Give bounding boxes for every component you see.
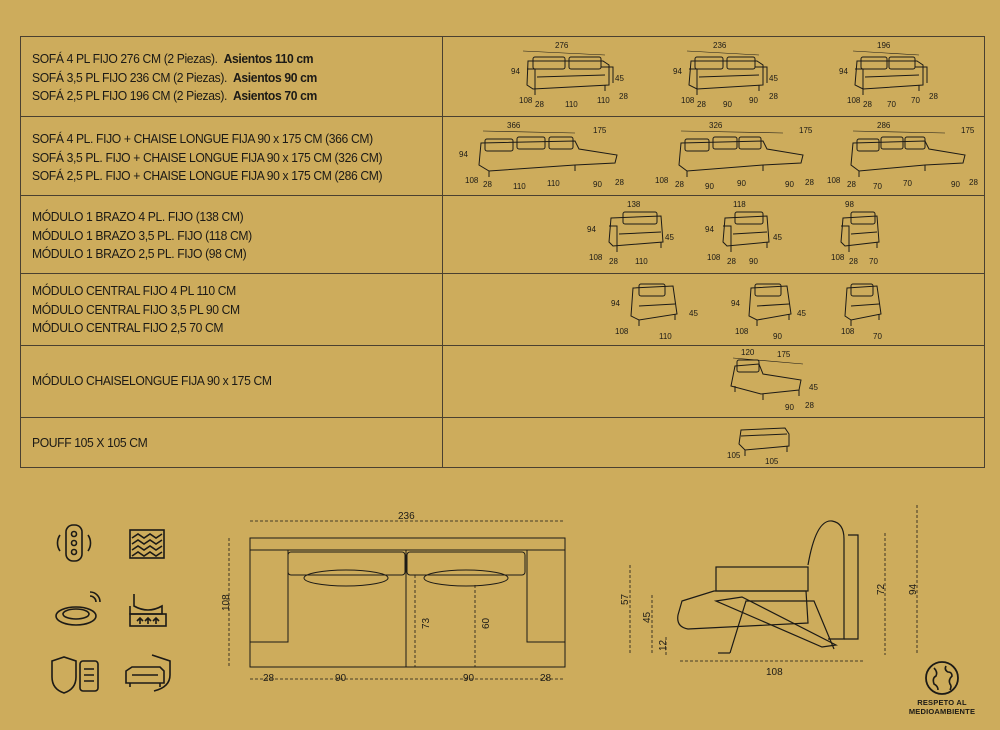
dim-label: 276 bbox=[555, 41, 569, 50]
dim-label: 28 bbox=[609, 257, 618, 266]
dim-label: 28 bbox=[769, 92, 778, 101]
dim-label: 70 bbox=[887, 100, 896, 109]
arm-module-thumbnail bbox=[691, 198, 791, 272]
table-row bbox=[21, 117, 984, 196]
sofa-shield-icon bbox=[122, 653, 174, 693]
dim-label: 90 bbox=[749, 96, 758, 105]
dim-label: 236 bbox=[713, 41, 727, 50]
dim-label: 90 bbox=[951, 180, 960, 189]
row-text bbox=[32, 130, 382, 186]
dim-label: 12 bbox=[658, 639, 669, 651]
dim-label: 108 bbox=[615, 327, 629, 336]
row-text bbox=[32, 434, 147, 453]
dim-label: 28 bbox=[535, 100, 544, 109]
eco-badge bbox=[906, 660, 978, 716]
row-line: MÓDULO CENTRAL FIJO 3,5 PL 90 CM bbox=[32, 301, 240, 317]
globe-icon bbox=[924, 660, 960, 696]
row-text bbox=[32, 208, 252, 264]
row-line: POUFF 105 X 105 CM bbox=[32, 435, 148, 450]
dim-label: 108 bbox=[681, 96, 695, 105]
seat-size: Asientos 90 cm bbox=[233, 69, 317, 85]
row-line: MÓDULO CENTRAL FIJO 4 PL 110 CM bbox=[32, 283, 236, 298]
dim-label: 118 bbox=[733, 200, 746, 209]
dim-label: 108 bbox=[847, 96, 861, 105]
dim-label: 94 bbox=[459, 150, 468, 159]
dim-label: 108 bbox=[221, 594, 232, 611]
row-thumbnails bbox=[443, 37, 984, 116]
dim-label: 72 bbox=[876, 583, 887, 595]
dim-label: 94 bbox=[511, 67, 520, 76]
dim-label: 90 bbox=[785, 180, 794, 189]
dim-label: 138 bbox=[627, 200, 641, 209]
row-line: SOFÁ 2,5 PL FIJO 196 CM (2 Piezas). bbox=[32, 88, 228, 103]
dim-label: 110 bbox=[565, 100, 578, 109]
dim-label: 108 bbox=[831, 253, 845, 262]
dim-label: 28 bbox=[675, 180, 684, 189]
dim-label: 45 bbox=[615, 74, 624, 83]
spec-table bbox=[20, 36, 985, 468]
dim-label: 28 bbox=[805, 178, 814, 187]
dim-label: 175 bbox=[593, 126, 607, 135]
dim-label: 286 bbox=[877, 121, 891, 130]
row-line: SOFÁ 3,5 PL FIJO 236 CM (2 Piezas). bbox=[32, 69, 228, 85]
row-text bbox=[32, 372, 272, 391]
dim-label: 45 bbox=[809, 383, 818, 392]
row-line: SOFÁ 4 PL. FIJO + CHAISE LONGUE FIJA 90 x 175 CM (366 CM) bbox=[32, 131, 373, 146]
table-row bbox=[21, 37, 984, 117]
dim-label: 70 bbox=[911, 96, 920, 105]
dim-label: 105 bbox=[727, 451, 741, 460]
dim-label: 108 bbox=[766, 667, 783, 678]
sofa-thumbnail bbox=[653, 39, 793, 115]
row-line: MÓDULO CENTRAL FIJO 2,5 70 CM bbox=[32, 320, 224, 335]
seat-size: Asientos 110 cm bbox=[223, 51, 314, 66]
dim-label: 45 bbox=[642, 611, 653, 623]
plan-view-diagram bbox=[215, 505, 585, 690]
dim-label: 28 bbox=[483, 180, 492, 189]
dim-label: 90 bbox=[737, 179, 746, 188]
dim-label: 98 bbox=[845, 200, 854, 209]
row-text bbox=[32, 282, 240, 338]
row-line: MÓDULO 1 BRAZO 3,5 PL. FIJO (118 CM) bbox=[32, 227, 252, 243]
dim-label: 236 bbox=[398, 511, 415, 522]
central-module-thumbnail bbox=[711, 276, 821, 344]
table-row bbox=[21, 196, 984, 274]
dim-label: 45 bbox=[797, 309, 806, 318]
dim-label: 70 bbox=[873, 182, 882, 191]
dim-label: 57 bbox=[620, 593, 631, 605]
dim-label: 90 bbox=[705, 182, 714, 191]
dim-label: 90 bbox=[593, 180, 602, 189]
chaise-sofa-thumbnail bbox=[455, 119, 635, 194]
dim-label: 28 bbox=[697, 100, 706, 109]
dim-label: 108 bbox=[827, 176, 841, 185]
dim-label: 110 bbox=[513, 182, 526, 191]
dim-label: 110 bbox=[597, 96, 610, 105]
table-row bbox=[21, 274, 984, 346]
dim-label: 45 bbox=[773, 233, 782, 242]
dim-label: 70 bbox=[873, 332, 882, 341]
dim-label: 28 bbox=[863, 100, 872, 109]
dim-label: 196 bbox=[877, 41, 891, 50]
row-thumbnails bbox=[443, 274, 984, 345]
dim-label: 94 bbox=[839, 67, 848, 76]
dim-label: 28 bbox=[849, 257, 858, 266]
arm-module-thumbnail bbox=[809, 198, 909, 272]
dim-label: 94 bbox=[673, 67, 682, 76]
table-row bbox=[21, 346, 984, 418]
sofa-thumbnail bbox=[823, 39, 953, 115]
row-thumbnails bbox=[443, 418, 984, 468]
dim-label: 28 bbox=[540, 673, 552, 684]
row-line: MÓDULO 1 BRAZO 2,5 PL. FIJO (98 CM) bbox=[32, 246, 247, 261]
dim-label: 326 bbox=[709, 121, 723, 130]
dim-label: 90 bbox=[463, 673, 475, 684]
dim-label: 108 bbox=[589, 253, 603, 262]
chaise-sofa-thumbnail bbox=[653, 119, 823, 194]
dim-label: 70 bbox=[903, 179, 912, 188]
dim-label: 94 bbox=[908, 583, 919, 595]
row-line: SOFÁ 2,5 PL. FIJO + CHAISE LONGUE FIJA 90 x 175 CM (286 CM) bbox=[32, 168, 383, 183]
dim-label: 70 bbox=[869, 257, 878, 266]
dim-label: 28 bbox=[969, 178, 978, 187]
eco-label-line2: MEDIOAMBIENTE bbox=[908, 707, 976, 716]
robot-vacuum-icon bbox=[52, 590, 102, 630]
row-line: MÓDULO CHAISELONGUE FIJA 90 x 175 CM bbox=[32, 373, 272, 388]
dim-label: 110 bbox=[547, 179, 560, 188]
rotation-icon bbox=[52, 521, 96, 565]
dim-label: 90 bbox=[723, 100, 732, 109]
dim-label: 108 bbox=[519, 96, 533, 105]
dim-label: 366 bbox=[507, 121, 521, 130]
chaise-module-thumbnail bbox=[705, 346, 825, 418]
dim-label: 28 bbox=[263, 673, 275, 684]
dim-label: 110 bbox=[659, 332, 672, 341]
dim-label: 90 bbox=[749, 257, 758, 266]
dim-label: 45 bbox=[689, 309, 698, 318]
dim-label: 94 bbox=[587, 225, 596, 234]
dim-label: 120 bbox=[741, 348, 755, 357]
protection-shield-icon bbox=[46, 653, 104, 695]
row-thumbnails bbox=[443, 346, 984, 417]
dim-label: 94 bbox=[731, 299, 740, 308]
central-module-thumbnail bbox=[821, 276, 911, 344]
dim-label: 73 bbox=[421, 617, 432, 629]
dim-label: 28 bbox=[805, 401, 814, 410]
dim-label: 108 bbox=[735, 327, 749, 336]
dim-label: 28 bbox=[615, 178, 624, 187]
dim-label: 175 bbox=[961, 126, 975, 135]
dim-label: 94 bbox=[705, 225, 714, 234]
dim-label: 108 bbox=[707, 253, 721, 262]
dim-label: 45 bbox=[665, 233, 674, 242]
dim-label: 94 bbox=[611, 299, 620, 308]
dim-label: 108 bbox=[465, 176, 479, 185]
dim-label: 108 bbox=[841, 327, 855, 336]
sofa-thumbnail bbox=[493, 39, 633, 115]
arm-module-thumbnail bbox=[583, 198, 683, 272]
fabric-icon bbox=[126, 524, 168, 564]
table-row bbox=[21, 418, 984, 468]
eco-label-line1: RESPETO AL bbox=[917, 698, 967, 707]
row-thumbnails bbox=[443, 117, 984, 195]
dim-label: 90 bbox=[773, 332, 782, 341]
side-view-diagram bbox=[610, 505, 930, 685]
cushion-support-icon bbox=[126, 590, 170, 630]
dim-label: 175 bbox=[799, 126, 813, 135]
dim-label: 110 bbox=[635, 257, 648, 266]
dim-label: 28 bbox=[929, 92, 938, 101]
row-line: SOFÁ 3,5 PL. FIJO + CHAISE LONGUE FIJA 90 x 175 CM (326 CM) bbox=[32, 149, 383, 165]
dim-label: 90 bbox=[335, 673, 347, 684]
dim-label: 175 bbox=[777, 350, 791, 359]
seat-size: Asientos 70 cm bbox=[233, 88, 317, 103]
dim-label: 105 bbox=[765, 457, 779, 466]
dim-label: 28 bbox=[727, 257, 736, 266]
pouff-thumbnail bbox=[705, 422, 805, 468]
row-line: MÓDULO 1 BRAZO 4 PL. FIJO (138 CM) bbox=[32, 209, 244, 224]
row-thumbnails bbox=[443, 196, 984, 273]
dim-label: 28 bbox=[847, 180, 856, 189]
dim-label: 108 bbox=[655, 176, 669, 185]
central-module-thumbnail bbox=[593, 276, 703, 344]
chaise-sofa-thumbnail bbox=[825, 119, 985, 194]
dim-label: 28 bbox=[619, 92, 628, 101]
row-line: SOFÁ 4 PL FIJO 276 CM (2 Piezas). bbox=[32, 51, 218, 66]
dim-label: 90 bbox=[785, 403, 794, 412]
row-text bbox=[32, 50, 317, 106]
dim-label: 45 bbox=[769, 74, 778, 83]
dim-label: 60 bbox=[481, 617, 492, 629]
